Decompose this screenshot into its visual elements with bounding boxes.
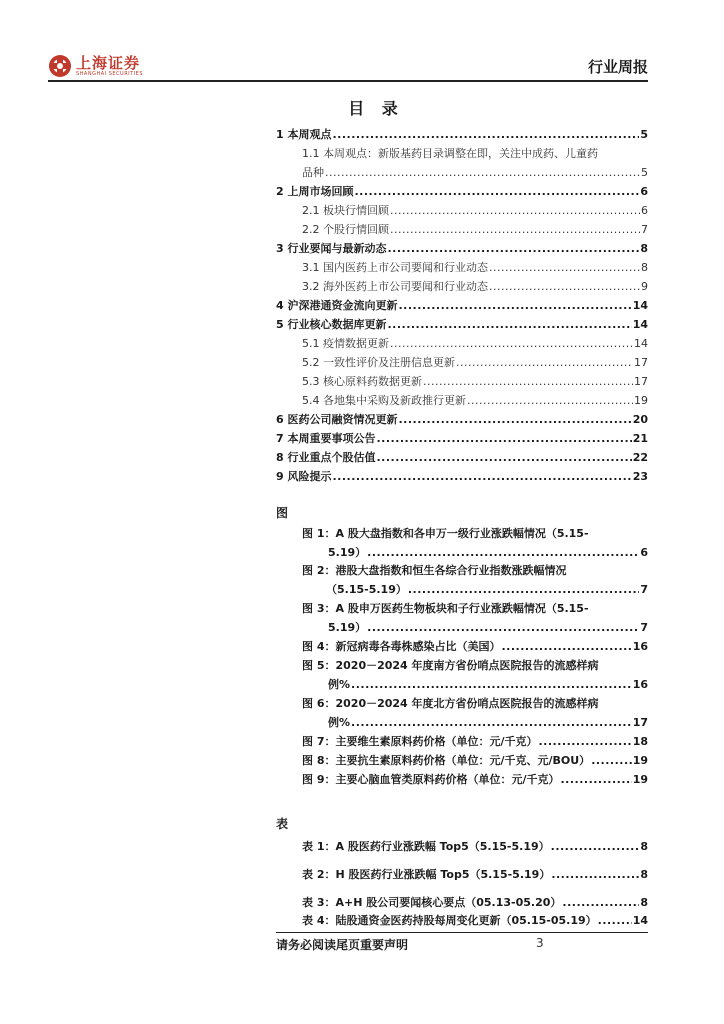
figure-entry-1-cont[interactable] xyxy=(328,546,648,560)
toc-entry-9[interactable] xyxy=(276,470,648,484)
toc-entry-page: 23 xyxy=(632,470,648,483)
toc-entry-page: 21 xyxy=(632,432,648,445)
toc-entry-page: 6 xyxy=(641,204,648,217)
toc-entry-4[interactable] xyxy=(276,299,648,313)
table-entry-page: 8 xyxy=(640,840,648,853)
toc-entry-title: 5.4 各地集中采购及新政推行更新 xyxy=(302,394,466,407)
toc-leader xyxy=(325,166,640,180)
toc-leader xyxy=(551,840,640,854)
toc-entry-page: 8 xyxy=(641,261,648,274)
toc-leader xyxy=(398,299,631,313)
toc-entry-title: 5.3 核心原料药数据更新 xyxy=(302,375,422,388)
figure-entry-title: 图 9：主要心脑血管类原料药价格（单位：元/千克） xyxy=(302,773,560,786)
toc-entry-page: 19 xyxy=(634,394,648,407)
toc-leader xyxy=(390,223,640,237)
logo-chinese-name: 上海证券 xyxy=(76,54,141,72)
figure-entry-2-cont[interactable] xyxy=(326,583,648,597)
toc-entry-title: 2.1 板块行情回顾 xyxy=(302,204,389,217)
toc-entry-title: 品种 xyxy=(302,166,324,179)
toc-entry-page: 9 xyxy=(641,280,648,293)
company-logo xyxy=(48,54,143,78)
table-entry-4[interactable] xyxy=(302,914,648,928)
toc-leader xyxy=(408,583,639,597)
table-entry-2[interactable] xyxy=(302,868,648,882)
table-entry-page: 14 xyxy=(632,914,648,927)
figure-entry-1[interactable] xyxy=(302,527,589,541)
figure-entry-page: 6 xyxy=(640,546,648,559)
toc-leader xyxy=(598,914,632,928)
toc-title: 目 录 xyxy=(348,99,404,118)
toc-entry-title: 5.1 疫情数据更新 xyxy=(302,337,389,350)
figure-entry-page: 19 xyxy=(632,773,648,786)
toc-entry-page: 7 xyxy=(641,223,648,236)
toc-leader xyxy=(387,318,631,332)
figure-entry-title: 图 1：A 股大盘指数和各申万一级行业涨跌幅情况（5.15- xyxy=(302,527,589,540)
toc-entry-page: 8 xyxy=(640,242,648,255)
toc-entry-5-4[interactable] xyxy=(302,394,648,408)
header-divider xyxy=(48,80,648,82)
figure-entry-title: 图 4：新冠病毒各毒株感染占比（美国） xyxy=(302,640,501,653)
footer-disclaimer: 请务必阅读尾页重要声明 xyxy=(276,938,409,952)
toc-entry-title: 3 行业要闻与最新动态 xyxy=(276,242,387,255)
toc-entry-3-2[interactable] xyxy=(302,280,648,294)
figure-entry-3[interactable] xyxy=(302,602,589,616)
toc-entry-title: 1 本周观点 xyxy=(276,128,332,141)
toc-entry-page: 20 xyxy=(632,413,648,426)
toc-entry-title: 5.2 一致性评价及注册信息更新 xyxy=(302,356,455,369)
figure-entry-page: 18 xyxy=(632,735,648,748)
toc-leader xyxy=(423,375,633,389)
toc-entry-title: 6 医药公司融资情况更新 xyxy=(276,413,398,426)
toc-entry-title: 1.1 本周观点：新版基药目录调整在即，关注中成药、儿童药 xyxy=(302,147,598,160)
toc-leader xyxy=(387,242,639,256)
toc-leader xyxy=(376,451,631,465)
figure-entry-5[interactable] xyxy=(302,659,599,673)
toc-leader xyxy=(539,735,632,749)
toc-leader xyxy=(390,204,640,218)
toc-leader xyxy=(562,896,639,910)
toc-entry-page: 14 xyxy=(632,299,648,312)
figures-section-heading: 图 xyxy=(276,506,289,520)
figure-entry-page: 17 xyxy=(632,716,648,729)
toc-entry-3-1[interactable] xyxy=(302,261,648,275)
toc-entry-page: 22 xyxy=(632,451,648,464)
toc-leader xyxy=(561,773,632,787)
figure-entry-5-cont[interactable] xyxy=(328,678,648,692)
toc-leader xyxy=(351,678,632,692)
toc-entry-title: 3.2 海外医药上市公司要闻和行业动态 xyxy=(302,280,488,293)
table-entry-page: 8 xyxy=(640,896,648,909)
toc-leader xyxy=(489,280,640,294)
toc-leader xyxy=(351,716,632,730)
toc-entry-title: 2 上周市场回顾 xyxy=(276,185,354,198)
figure-entry-page: 19 xyxy=(632,754,648,767)
figure-entry-title: 5.19） xyxy=(328,621,367,634)
figure-entry-title: 图 5：2020－2024 年度南方省份哨点医院报告的流感样病 xyxy=(302,659,599,672)
footer-divider xyxy=(276,932,648,933)
figure-entry-6-cont[interactable] xyxy=(328,716,648,730)
table-entry-3[interactable] xyxy=(302,896,648,910)
toc-entry-title: 8 行业重点个股估值 xyxy=(276,451,376,464)
report-type-label: 行业周报 xyxy=(587,58,648,76)
toc-leader xyxy=(467,394,633,408)
toc-entry-title: 4 沪深港通资金流向更新 xyxy=(276,299,398,312)
figure-entry-3-cont[interactable] xyxy=(328,621,648,635)
toc-leader xyxy=(390,337,633,351)
figure-entry-title: 例% xyxy=(328,716,351,729)
figure-entry-page: 7 xyxy=(640,583,648,596)
toc-entry-2[interactable] xyxy=(276,185,648,199)
toc-entry-5-1[interactable] xyxy=(302,337,648,351)
figure-entry-6[interactable] xyxy=(302,697,599,711)
toc-leader xyxy=(551,868,639,882)
toc-leader xyxy=(367,546,639,560)
toc-leader xyxy=(332,128,639,142)
toc-entry-page: 17 xyxy=(634,375,648,388)
figure-entry-title: （5.15-5.19） xyxy=(326,583,407,596)
table-entry-title: 表 4：陆股通资金医药持股每周变化更新（05.15-05.19） xyxy=(302,914,597,927)
toc-leader xyxy=(332,470,631,484)
figure-entry-title: 图 6：2020－2024 年度北方省份哨点医院报告的流感样病 xyxy=(302,697,599,710)
figure-entry-8[interactable] xyxy=(302,754,648,768)
table-entry-title: 表 3：A+H 股公司要闻核心要点（05.13-05.20） xyxy=(302,896,562,909)
toc-leader xyxy=(367,621,639,635)
figure-entry-title: 例% xyxy=(328,678,351,691)
figure-entry-page: 7 xyxy=(640,621,648,634)
figure-entry-2[interactable] xyxy=(302,564,566,578)
table-entry-1[interactable] xyxy=(302,840,648,854)
toc-entry-page: 5 xyxy=(641,166,648,179)
toc-leader xyxy=(376,432,631,446)
toc-leader xyxy=(591,754,632,768)
figure-entry-title: 图 2：港股大盘指数和恒生各综合行业指数涨跌幅情况 xyxy=(302,564,567,577)
toc-leader xyxy=(354,185,639,199)
toc-entry-8[interactable] xyxy=(276,451,648,465)
figure-entry-title: 5.19） xyxy=(328,546,367,559)
table-entry-page: 8 xyxy=(640,868,648,881)
toc-leader xyxy=(489,261,640,275)
figure-entry-7[interactable] xyxy=(302,735,648,749)
toc-entry-page: 17 xyxy=(634,356,648,369)
toc-entry-2-2[interactable] xyxy=(302,223,648,237)
toc-entry-5[interactable] xyxy=(276,318,648,332)
table-entry-title: 表 2：H 股医药行业涨跌幅 Top5（5.15-5.19） xyxy=(302,868,551,881)
toc-entry-title: 3.1 国内医药上市公司要闻和行业动态 xyxy=(302,261,488,274)
toc-entry-1[interactable] xyxy=(276,128,648,142)
page-header xyxy=(48,52,648,78)
toc-entry-page: 6 xyxy=(640,185,648,198)
toc-entry-page: 14 xyxy=(634,337,648,350)
logo-english-name: SHANGHAI SECURITIES xyxy=(76,71,144,77)
toc-entry-page: 14 xyxy=(632,318,648,331)
page-number: 3 xyxy=(536,936,544,950)
figure-entry-9[interactable] xyxy=(302,773,648,787)
figure-entry-page: 16 xyxy=(632,640,648,653)
toc-entry-6[interactable] xyxy=(276,413,648,427)
shanghai-securities-logo-icon xyxy=(48,54,72,78)
toc-entry-5-2[interactable] xyxy=(302,356,648,370)
toc-leader xyxy=(456,356,633,370)
toc-entry-3[interactable] xyxy=(276,242,648,256)
toc-entry-7[interactable] xyxy=(276,432,648,446)
figure-entry-title: 图 3：A 股申万医药生物板块和子行业涨跌幅情况（5.15- xyxy=(302,602,589,615)
toc-entry-5-3[interactable] xyxy=(302,375,648,389)
toc-entry-title: 9 风险提示 xyxy=(276,470,332,483)
figure-entry-title: 图 7：主要维生素原料药价格（单位：元/千克） xyxy=(302,735,538,748)
toc-entry-page: 5 xyxy=(640,128,648,141)
toc-entry-1-1[interactable] xyxy=(302,147,598,161)
figure-entry-4[interactable] xyxy=(302,640,648,654)
toc-entry-title: 5 行业核心数据库更新 xyxy=(276,318,387,331)
table-entry-title: 表 1：A 股医药行业涨跌幅 Top5（5.15-5.19） xyxy=(302,840,550,853)
figure-entry-title: 图 8：主要抗生素原料药价格（单位：元/千克、元/BOU） xyxy=(302,754,591,767)
toc-entry-2-1[interactable] xyxy=(302,204,648,218)
tables-section-heading: 表 xyxy=(276,817,289,831)
toc-entry-title: 2.2 个股行情回顾 xyxy=(302,223,389,236)
toc-leader xyxy=(398,413,631,427)
toc-entry-1-1-cont[interactable] xyxy=(302,166,648,180)
toc-leader xyxy=(501,640,631,654)
figure-entry-page: 16 xyxy=(632,678,648,691)
toc-entry-title: 7 本周重要事项公告 xyxy=(276,432,376,445)
